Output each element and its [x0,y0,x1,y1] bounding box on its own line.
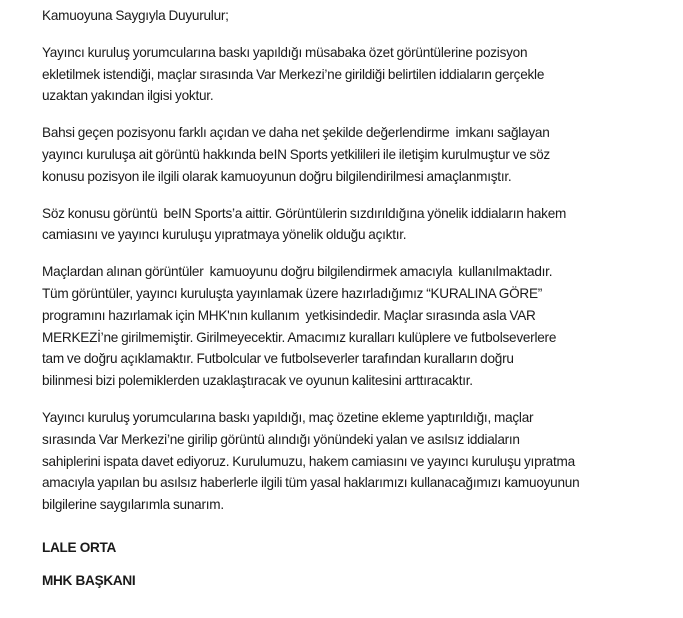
paragraph-line: tam ve doğru açıklamaktır. Futbolcular ve futbolseverler tarafından kuralların doğru [42,351,514,367]
paragraph-line: Yayıncı kuruluş yorumcularına baskı yapıldığı, maç özetine ekleme yaptırıldığı, maçlar [42,409,534,425]
greeting-line: Kamuoyuna Saygıyla Duyurulur; [42,8,229,23]
paragraph-line: Maçlardan alınan görüntüler kamuoyunu doğru bilgilendirmek amacıyla kullanılmaktadır. [42,264,553,280]
paragraph-line: Bahsi geçen pozisyonu farklı açıdan ve daha net şekilde değerlendirme imkanı sağlayan [42,125,550,141]
greeting [42,5,672,27]
paragraph-line: MERKEZİ’ne girilmemiştir. Girilmeyecektir. Amacımız kuralları kulüplere ve futbolseverlere [42,329,557,345]
signatory-name: LALE ORTA [42,540,117,555]
paragraph-line: yayıncı kuruluşa ait görüntü hakkında beIN Sports yetkilileri ile iletişim kurulmuştur ve söz [42,146,550,162]
paragraph-line: ekletilmek istendiği, maçlar sırasında Var Merkezi’ne girildiği belirtilen iddiaların gerçekle [42,66,545,82]
signature-block [42,537,135,603]
paragraph-line: uzaktan yakından ilgisi yoktur. [42,88,214,104]
paragraph-line: konusu pozisyon ile ilgili olarak kamuoyunun doğru bilgilendirilmesi amaçlanmıştır. [42,168,512,184]
paragraph-2 [42,122,672,187]
paragraph-4 [42,261,672,392]
paragraph-line: amacıyla yapılan bu asılsız haberlerle ilgili tüm yasal haklarımızı kullanacağımızı kamuoyunun [42,475,580,491]
paragraph-1 [42,42,672,107]
paragraph-line: bilinmesi bizi polemiklerden uzaklaştıracak ve oyunun kalitesini arttıracaktır. [42,373,473,389]
paragraph-line: sırasında Var Merkezi’ne girilip görüntü alındığı yönündeki yalan ve asılsız iddiaların [42,431,520,447]
paragraph-line: Yayıncı kuruluş yorumcularına baskı yapıldığı müsabaka özet görüntülerine pozisyon [42,44,528,60]
signatory-title: MHK BAŞKANI [42,573,136,588]
press-statement [42,5,672,531]
paragraph-line: Tüm görüntüler, yayıncı kuruluşta yayınlamak üzere hazırladığımız “KURALINA GÖRE” [42,285,543,301]
paragraph-line: programını hazırlamak için MHK'nın kullanım yetkisindedir. Maçlar sırasında asla VAR [42,307,536,323]
paragraph-line: Söz konusu görüntü beIN Sports’a aittir. Görüntülerin sızdırıldığına yönelik iddiaların hakem [42,205,567,221]
paragraph-line: bilgilerine saygılarımla sunarım. [42,497,224,513]
paragraph-line: camiasını ve yayıncı kuruluşu yıpratmaya yönelik olduğu açıktır. [42,227,407,243]
paragraph-line: sahiplerini ispata davet ediyoruz. Kurulumuzu, hakem camiasını ve yayıncı kuruluşu yıpratma [42,453,575,469]
paragraph-5 [42,407,672,516]
paragraph-3 [42,203,672,247]
